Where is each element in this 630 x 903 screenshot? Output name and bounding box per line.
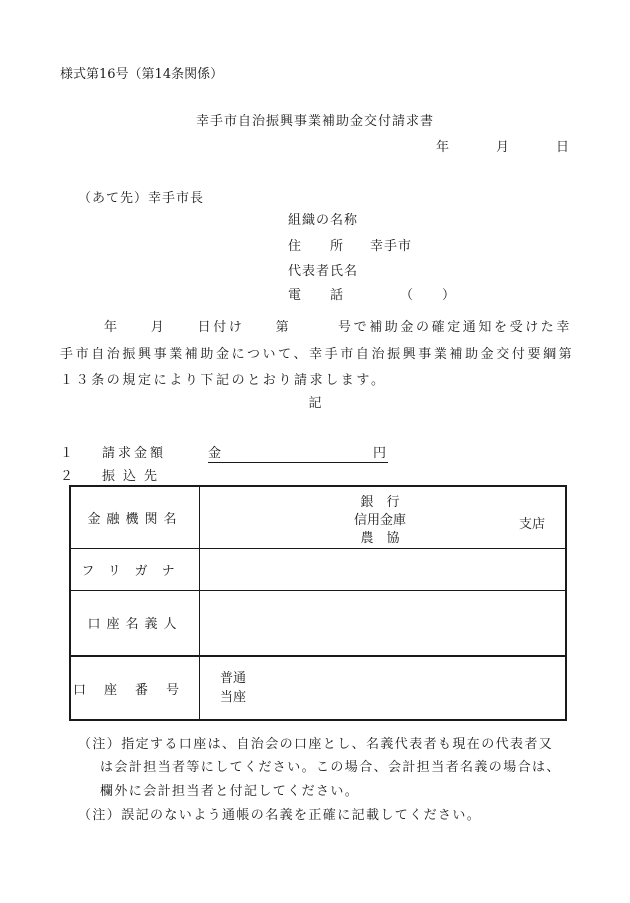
ki-mark: 記 — [308, 396, 322, 411]
account-number-label: 口座番号 — [70, 656, 200, 720]
phone-paren: （ ） — [400, 288, 457, 303]
body-line-2: 手市自治振興事業補助金について、幸手市自治振興事業補助金交付要綱第 — [60, 347, 575, 362]
representative-label: 代表者氏名 — [288, 264, 359, 279]
body-line-1: 年 月 日付け 第 号で補助金の確定通知を受けた幸 — [104, 320, 573, 335]
account-holder-label: 口座名義人 — [70, 590, 200, 656]
address-label: 住 所 — [288, 239, 345, 254]
account-number-cell[interactable] — [200, 656, 567, 720]
page-title: 幸手市自治振興事業補助金交付請求書 — [195, 114, 434, 129]
date-day: 日 — [556, 140, 570, 155]
form-number: 様式第16号（第14条関係） — [60, 67, 224, 82]
phone-label: 電 話 — [288, 288, 345, 303]
item2-label: 振込先 — [102, 469, 166, 484]
account-type-ordinary: 普通 — [220, 671, 247, 686]
bank-name-label: 金融機関名 — [70, 486, 200, 548]
note1-line2: は会計担当者等にしてください。この場合、会計担当者名義の場合は、 — [100, 760, 561, 775]
furigana-label: フリガナ — [70, 548, 200, 590]
address-value: 幸手市 — [370, 239, 413, 254]
bank-transfer-table — [69, 485, 567, 721]
account-type-current: 当座 — [220, 690, 247, 705]
addressee: （あて先）幸手市長 — [78, 191, 205, 206]
bank-name-cell[interactable] — [200, 486, 567, 548]
institution-types — [340, 494, 420, 548]
institution-bank: 銀 行 — [360, 495, 400, 510]
item1-number: １ — [60, 446, 74, 461]
note1-line3: 欄外に会計担当者と付記してください。 — [100, 784, 360, 799]
item1-label: 請求金額 — [102, 446, 167, 461]
body-line-3: １３条の規定により下記のとおり請求します。 — [60, 373, 387, 388]
item2-number: ２ — [60, 469, 74, 484]
date-year: 年 — [436, 140, 450, 155]
note2: （注）誤記のないよう通帳の名義を正確に記載してください。 — [78, 808, 482, 823]
amount-prefix: 金 — [208, 446, 222, 461]
account-holder-cell[interactable] — [200, 590, 567, 656]
branch-label: 支店 — [518, 517, 545, 532]
institution-credit: 信用金庫 — [353, 513, 406, 528]
institution-agri: 農 協 — [360, 531, 400, 546]
date-month: 月 — [496, 140, 510, 155]
org-name-label: 組織の名称 — [288, 213, 359, 228]
amount-suffix: 円 — [372, 446, 386, 461]
furigana-cell[interactable] — [200, 548, 567, 590]
note1-line1: （注）指定する口座は、自治会の口座とし、名義代表者も現在の代表者又 — [78, 737, 554, 752]
amount-line — [208, 442, 388, 463]
